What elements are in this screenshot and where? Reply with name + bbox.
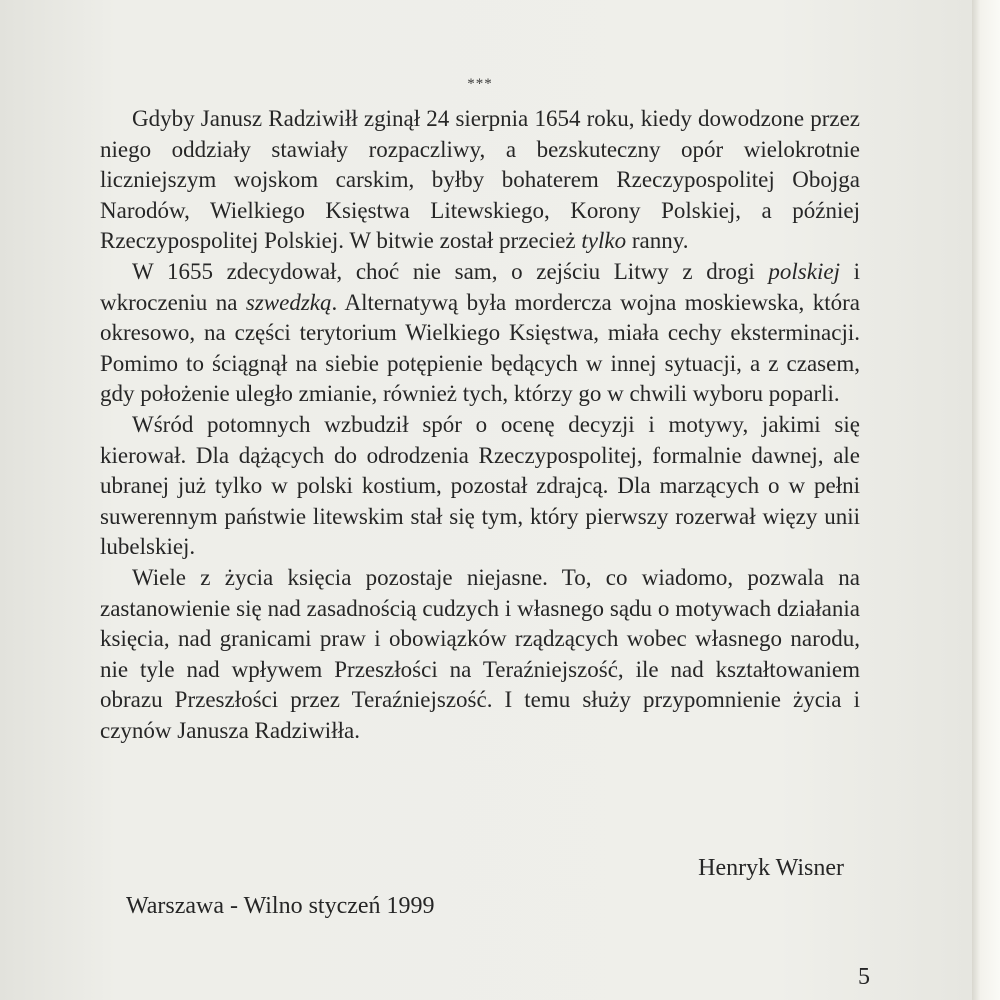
page-edge: [972, 0, 1000, 1000]
paragraph-2-italic-word-2: szwedzką: [245, 289, 332, 315]
paragraph-1-text: Gdyby Janusz Radziwiłł zginął 24 sierpnia 1654 roku, kiedy dowodzone przez niego oddziały stawiały rozpaczliwy, a bezskuteczny opór wielokrotnie liczniejszym wojskom carskim, byłby bohaterem Rzeczypospolitej Obojga Narodów, Wielkiego Księstwa Litewskiego, Korony Polskiej, a później Rzeczypospolitej Polskiej. W bitwie został przecież: [100, 106, 860, 254]
paragraph-2-text: W 1655 zdecydował, choć nie sam, o zejściu Litwy z drogi: [132, 258, 769, 284]
paragraph-2-text-end: . Alternatywą była mordercza wojna moskiewska, która okresowo, na części terytorium Wielkiego Księstwa, miała cechy eksterminacji. Pomimo to ściągnął na siebie potępienie będących w innej sytuacji, a z czasem, gdy położenie uległo zmianie, również tych, którzy go w chwili wyboru poparli.: [100, 289, 860, 407]
paragraph-2: [100, 257, 860, 410]
paragraph-3: Wśród potomnych wzbudził spór o ocenę decyzji i motywy, jakimi się kierował. Dla dążących do odrodzenia Rzeczypospolitej, formalnie dawnej, ale ubranej już tylko w polski kostium, pozostał zdrajcą. Dla marzących o w pełni suwerennym państwie litewskim stał się tym, który pierwszy rozerwał więzy unii lubelskiej.: [100, 411, 860, 560]
paragraph-1: [100, 104, 860, 257]
paragraph-2-text-mid: i wkroczeniu na: [100, 258, 861, 315]
author-signature: Henryk Wisner: [698, 855, 844, 881]
section-separator: ***: [467, 76, 493, 92]
paragraph-1-text-end: ranny.: [626, 228, 689, 254]
paragraph-4: Wiele z życia księcia pozostaje niejasne. To, co wiadomo, pozwala na zastanowienie się nad zasadnością cudzych i własnego sądu o motywach działania księcia, nad granicami praw i obowiązków rządzących wobec własnego narodu, nie tyle nad wpływem Przeszłości na Teraźniejszość, ile nad kształtowaniem obrazu Przeszłości przez Teraźniejszość. I temu służy przypomnienie życia i czynów Janusza Radziwiłła.: [100, 564, 860, 743]
paragraph-2-italic-word-1: polskiej: [768, 258, 840, 284]
paragraph-1-italic-word: tylko: [581, 228, 627, 254]
body-text: [100, 104, 860, 746]
place-and-date: Warszawa - Wilno styczeń 1999: [126, 893, 435, 919]
page-number: 5: [858, 964, 870, 990]
